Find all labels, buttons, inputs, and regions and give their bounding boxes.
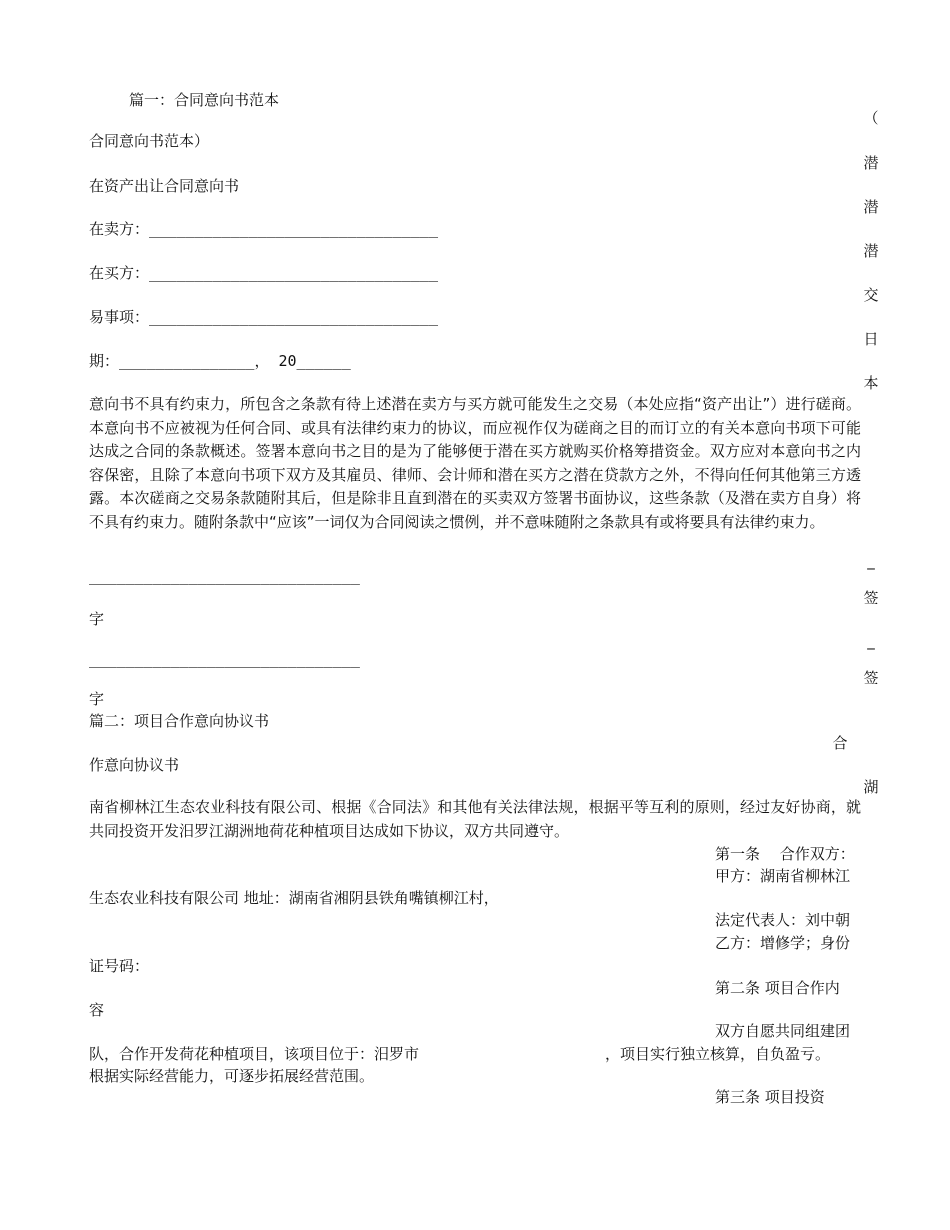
article2-body-a: 双方自愿共同组建团: [715, 1022, 851, 1040]
buyer-line: 在买方：________________________________: [89, 264, 438, 282]
party-a-detail: 生态农业科技有限公司 地址：湖南省湘阴县铁角嘴镇柳江村，: [89, 889, 499, 907]
signature-label-2: 字: [89, 690, 105, 708]
article2-title-cont: 容: [89, 1001, 105, 1019]
matter-line: 易事项：________________________________: [89, 308, 438, 326]
margin-char: 本: [863, 374, 879, 392]
part1-doc-title: 在资产出让合同意向书: [89, 177, 240, 195]
margin-char: （: [863, 109, 879, 127]
date-line: 期：_______________， 20______: [89, 352, 351, 370]
part1-subtitle: 合同意向书范本）: [89, 132, 210, 150]
part1-heading: 篇一：合同意向书范本: [129, 91, 280, 109]
part1-body: 意向书不具有约束力，所包含之条款有待上述潜在卖方与买方就可能发生之交易（本处应指“资产出让”）进行磋商。本意向书不应被视为任何合同、或具有法律约束力的协议，而应视作仅为磋商之目的而订立的有关本意向书项下可能达成之合同的条款概述。签署本意向书之目的是为了能够便于潜在买方就购买价格筹措资金。双方应对本意向书之内容保密，且除了本意向书项下双方及其雇员、律师、会计师和潜在买方之潜在贷款方之外，不得向任何其他第三方透露。本次磋商之交易条款随附其后，但是除非且直到潜在的买卖双方签署书面协议，这些条款（及潜在卖方自身）将不具有约束力。随附条款中“应该”一词仅为合同阅读之惯例，并不意味随附之条款具有或将要具有法律约束力。: [89, 395, 861, 531]
signature-label-1: 字: [89, 610, 105, 628]
party-a: 甲方：湖南省柳林江: [715, 867, 851, 885]
margin-char: 交: [863, 286, 879, 304]
article2-body-b2: ，项目实行独立核算，自负盈亏。: [605, 1045, 831, 1063]
part2-intro: 南省柳林江生态农业科技有限公司、根据《合同法》和其他有关法律法规，根据平等互利的原则，经过友好协商，就共同投资开发汨罗江湖洲地荷花种植项目达成如下协议，双方共同遵守。: [89, 798, 861, 840]
party-b: 乙方：增修学；身份: [715, 934, 851, 952]
margin-char: _: [867, 552, 875, 570]
article2-body-b1: 队，合作开发荷花种植项目，该项目位于：汨罗市: [89, 1045, 420, 1063]
margin-char: 签: [863, 589, 879, 607]
margin-char: 潜: [863, 242, 879, 260]
article1-title: 第一条 合作双方：: [715, 845, 855, 863]
signature-line-2: ______________________________: [89, 650, 360, 668]
article2-title: 第二条 项目合作内: [715, 979, 840, 997]
margin-char: 潜: [863, 154, 879, 172]
margin-char: 潜: [863, 198, 879, 216]
margin-char: 合: [832, 734, 848, 752]
margin-char: 日: [863, 330, 879, 348]
legal-representative: 法定代表人：刘中朝: [715, 911, 851, 929]
part2-heading: 篇二：项目合作意向协议书: [89, 712, 270, 730]
part2-title: 作意向协议书: [89, 756, 180, 774]
margin-char: _: [867, 632, 875, 650]
article2-body-c: 根据实际经营能力，可逐步拓展经营范围。: [89, 1067, 375, 1085]
margin-char: 湖: [863, 778, 879, 796]
article3-title: 第三条 项目投资: [715, 1088, 825, 1106]
signature-line-1: ______________________________: [89, 567, 360, 585]
seller-line: 在卖方：________________________________: [89, 220, 438, 238]
id-number: 证号码：: [89, 957, 150, 975]
margin-char: 签: [863, 669, 879, 687]
